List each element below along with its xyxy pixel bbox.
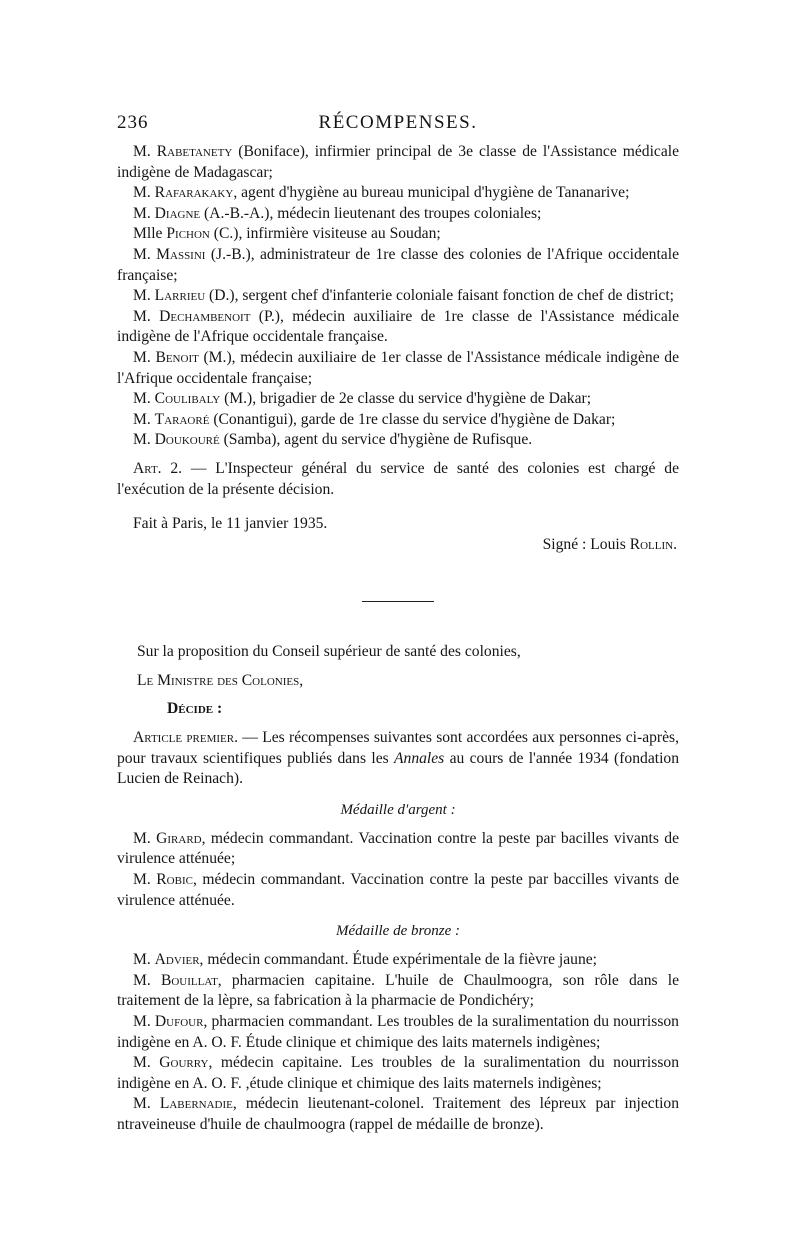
entry-text: (Samba), agent du service d'hygiène de Rufisque. — [219, 431, 533, 449]
entry-prefix: M. — [133, 348, 156, 366]
recipient-entry — [117, 410, 679, 431]
signature-prefix: Signé : Louis — [542, 535, 630, 553]
entry-text: , médecin capitaine. Les troubles de la suralimentation du nourrisson indigène en A. O. F. ,étude clinique et chimique des laits maternels indigènes; — [117, 1054, 679, 1092]
entry-text: (P.), médecin auxiliaire de 1re classe de l'Assistance médicale indigène de l'Afrique occidentale française. — [117, 307, 679, 346]
entry-prefix: M. — [133, 287, 155, 305]
entry-text: (D.), sergent chef d'infanterie coloniale faisant fonction de chef de district; — [205, 287, 675, 305]
entry-text: (Conantigui), garde de 1re classe du service d'hygiène de Dakar; — [209, 410, 616, 428]
entry-prefix: M. — [133, 951, 155, 969]
entry-prefix: Mlle — [133, 225, 167, 243]
article-2 — [117, 459, 679, 500]
decide-line: Décide : — [167, 700, 223, 718]
entry-name: Gourry — [159, 1054, 209, 1072]
argent-list — [117, 829, 679, 911]
entry-name: Doukouré — [154, 431, 220, 449]
recipient-entry — [117, 348, 679, 389]
entry-text: , médecin commandant. Vaccination contre la peste par baccilles vivants de virulence atténuée. — [117, 871, 679, 909]
recipient-entry — [117, 204, 679, 225]
entry-text: (M.), brigadier de 2e classe du service d'hygiène de Dakar; — [220, 390, 592, 408]
entry-name: Dufour — [154, 1013, 204, 1030]
argent-entry — [117, 829, 679, 870]
entry-name: Larrieu — [154, 287, 206, 305]
entry-text: (Boniface), infirmier principal de 3e classe de l'Assistance médicale indigène de Madagascar; — [117, 143, 679, 181]
page-header — [117, 112, 679, 142]
recipient-entry — [117, 430, 679, 451]
entry-prefix: M. — [133, 971, 161, 989]
bronze-entry — [117, 1094, 679, 1135]
article-premier — [117, 728, 679, 790]
article-premier-text-after: au cours de l'année 1934 (fondation Lucien de Reinach). — [117, 749, 679, 788]
entry-prefix: M. — [133, 390, 155, 408]
entry-text: , pharmacien commandant. Les troubles de la suralimentation du nourrisson indigène en A. O. F. Étude clinique et chimique des laits maternels indigènes; — [117, 1013, 679, 1051]
entry-text: , médecin lieutenant-colonel. Traitement des lépreux par injection ntraveineuse d'huile de chaulmoogra (rappel de médaille de bronze). — [117, 1095, 679, 1133]
proposition-line: Sur la proposition du Conseil supérieur de santé des colonies, — [137, 643, 521, 661]
entry-prefix: M. — [133, 1013, 155, 1030]
entry-text: (M.), médecin auxiliaire de 1er classe de l'Assistance médicale indigène de l'Afrique occidentale française; — [117, 348, 679, 387]
entry-text: , médecin commandant. Vaccination contre la peste par bacilles vivants de virulence atténuée; — [117, 829, 679, 868]
ministre-line: Le Ministre des Colonies, — [137, 671, 304, 689]
entry-name: Pichon — [166, 225, 210, 243]
medaille-bronze-heading: Médaille de bronze : — [336, 923, 460, 940]
entry-prefix: M. — [133, 1054, 160, 1072]
recipient-entry — [117, 224, 679, 245]
entry-text: , médecin commandant. Étude expérimentale de la fièvre jaune; — [199, 951, 598, 969]
article-premier-text-before: — Les récompenses suivantes sont accordées aux personnes ci-après, pour travaux scientifiques publiés dans les — [117, 729, 679, 767]
entry-prefix: M. — [133, 1095, 160, 1113]
entry-text: (A.-B.-A.), médecin lieutenant des troupes coloniales; — [200, 204, 542, 222]
recipient-entry — [117, 245, 679, 286]
running-title: RÉCOMPENSES. — [318, 112, 478, 133]
recipient-entry — [117, 286, 679, 307]
entry-text: , pharmacien capitaine. L'huile de Chaulmoogra, son rôle dans le traitement de la lèpre, sa fabrication à la pharmacie de Pondichéry; — [117, 971, 679, 1010]
recipient-entry — [117, 389, 679, 410]
entry-prefix: M. — [133, 143, 157, 160]
bronze-entry — [117, 971, 679, 1012]
article-premier-label: Article premier. — [133, 729, 238, 747]
entry-name: Coulibaly — [154, 390, 221, 408]
entry-prefix: M. — [133, 431, 155, 449]
article-2-text: — L'Inspecteur général du service de santé des colonies est chargé de l'exécution de la présente décision. — [117, 459, 679, 498]
entry-name: Massini — [156, 245, 206, 263]
article-2-label: Art. 2. — [133, 459, 183, 477]
entry-name: Diagne — [154, 204, 201, 222]
entry-name: Rafarakaky — [154, 184, 234, 202]
recipient-entry — [117, 307, 679, 348]
entry-prefix: M. — [133, 184, 155, 202]
page-number: 236 — [117, 112, 149, 133]
entry-prefix: M. — [133, 829, 157, 847]
entry-prefix: M. — [133, 204, 155, 222]
recipient-entry — [117, 142, 679, 183]
entry-text: (C.), infirmière visiteuse au Soudan; — [209, 225, 441, 243]
entry-name: Girard — [156, 829, 202, 847]
entry-text: , agent d'hygiène au bureau municipal d'hygiène de Tananarive; — [233, 184, 630, 202]
recipients-list — [117, 142, 679, 451]
argent-entry — [117, 870, 679, 911]
signature-name: Rollin. — [629, 535, 677, 553]
entry-prefix: M. — [133, 871, 157, 889]
signature-line — [117, 535, 679, 556]
entry-name: Labernadie — [159, 1095, 233, 1113]
entry-name: Taraoré — [154, 410, 210, 428]
entry-text: (J.-B.), administrateur de 1re classe des colonies de l'Afrique occidentale française; — [117, 245, 679, 284]
entry-prefix: M. — [133, 410, 155, 428]
medaille-argent-heading: Médaille d'argent : — [340, 801, 456, 818]
date-line: Fait à Paris, le 11 janvier 1935. — [133, 515, 328, 533]
entry-name: Dechambenoit — [159, 307, 251, 325]
entry-name: Benoit — [155, 348, 199, 366]
section-divider — [362, 601, 434, 602]
bronze-entry — [117, 1053, 679, 1094]
entry-name: Rabetanety — [156, 143, 233, 160]
entry-name: Advier — [154, 951, 200, 969]
entry-prefix: M. — [133, 307, 160, 325]
entry-name: Robic — [156, 871, 193, 889]
bronze-entry — [117, 950, 679, 971]
bronze-list — [117, 950, 679, 1135]
entry-name: Bouillat — [160, 971, 218, 989]
recipient-entry — [117, 183, 679, 204]
entry-prefix: M. — [133, 245, 157, 263]
bronze-entry — [117, 1012, 679, 1053]
annales-title: Annales — [394, 749, 445, 767]
document-page — [117, 112, 679, 1136]
